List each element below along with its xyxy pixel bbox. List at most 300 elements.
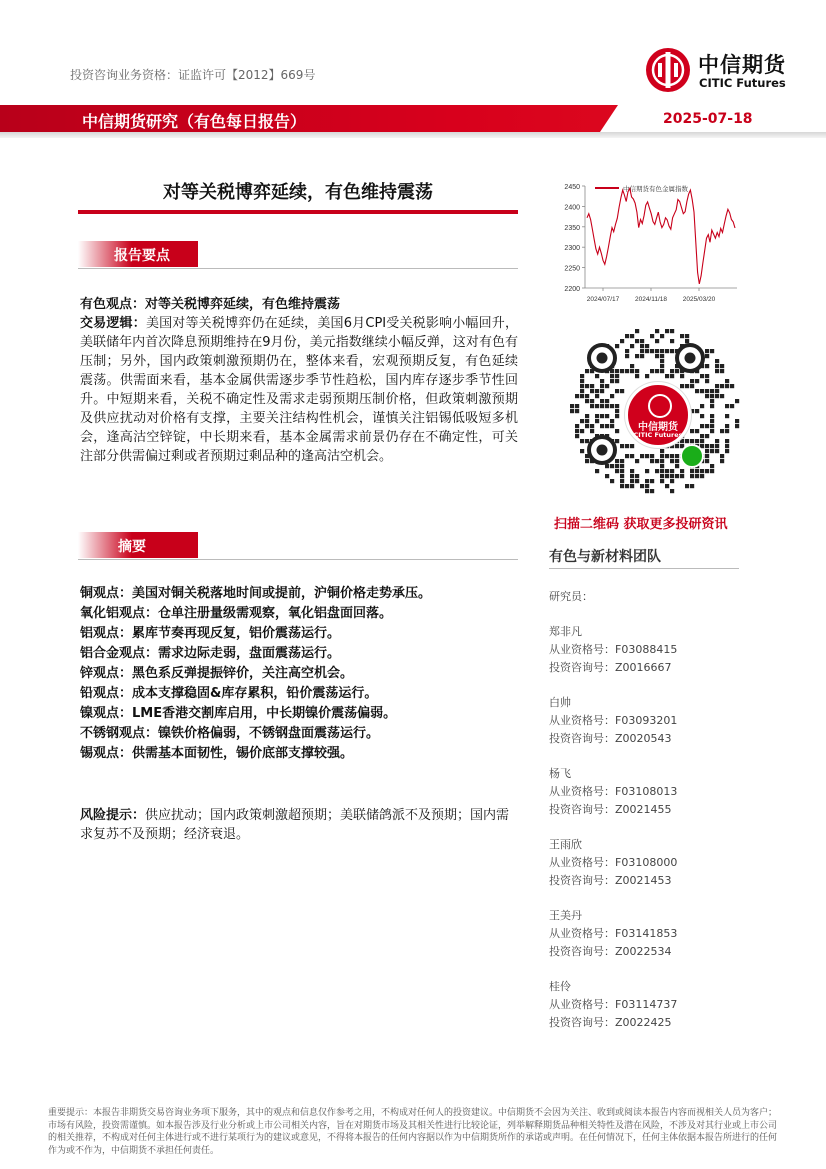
- qr-module: [680, 374, 684, 378]
- qr-module: [605, 384, 609, 388]
- qr-module: [705, 444, 709, 448]
- qr-module: [710, 449, 714, 453]
- logo-cn-text: 中信期货: [698, 53, 786, 77]
- qr-module: [585, 424, 589, 428]
- risk-label: 风险提示：: [80, 808, 146, 823]
- qr-module: [630, 444, 634, 448]
- chart-y-tick-label: 2350: [564, 224, 580, 232]
- qr-module: [610, 419, 614, 423]
- summary-item: 氧化铝观点：仓单注册量级需观察，氧化铝盘面回落。: [80, 606, 393, 621]
- qr-module: [590, 429, 594, 433]
- qr-module: [715, 384, 719, 388]
- qr-module: [660, 349, 664, 353]
- qr-module: [610, 479, 614, 483]
- summary-heading: [78, 532, 198, 558]
- qr-module: [625, 444, 629, 448]
- chart-x-tick-label: 2024/11/18: [634, 296, 668, 303]
- qr-module: [690, 429, 694, 433]
- qr-module: [615, 409, 619, 413]
- qr-module: [640, 484, 644, 488]
- qr-module: [625, 454, 629, 458]
- qr-module: [725, 429, 729, 433]
- qr-module: [690, 384, 694, 388]
- qr-module: [635, 354, 639, 358]
- researcher-license: 从业资格号：F03108000: [549, 856, 678, 869]
- qr-module: [605, 399, 609, 403]
- title-rule: [78, 210, 518, 214]
- researcher-license: 从业资格号：F03093201: [549, 714, 678, 727]
- qr-module: [645, 374, 649, 378]
- logic-text: 美国对等关税博弈仍在延续，美国6月CPI受关税影响小幅回升，美联储年内首次降息预期维持在9月份，美元指数继续小幅反弹，这对有色有压制；另外，国内政策刺激预期仍在，整体来看，宏观预期反复，有色延续震荡。供需面来看，基本金属供需逐步季节性趋松，国内库存逐步季节性回升。中短期来看，关税不确定性及需求走弱预期压制价格，但政策刺激预期及供应扰动对价格有支撑，主要关注结构性机会，谨慎关注铝锡低吸短多机会，逢高沽空锌锭，中长期来看，基本金属需求前景仍存在不确定性，可关注部分供需偏过剩或者预期过剩品种的逢高沽空机会。: [80, 316, 518, 464]
- summary-item: 铅观点：成本支撑稳固&库存累积，铅价震荡运行。: [80, 686, 378, 701]
- qr-module: [605, 404, 609, 408]
- disclaimer-text: 重要提示：本报告非期货交易咨询业务项下服务，其中的观点和信息仅作参考之用，不构成对任何人的投资建议。中信期货不会因为关注、收到或阅读本报告内容而视相关人员为客户；市场有风险，投资需谨慎。如本报告涉及行业分析或上市公司相关内容，旨在对期货市场及其相关性进行比较论证，列举解释期货品种相关特性及潜在风险，不涉及对其行业或上市公司的相关推荐，不构成对任何主体进行或不进行某项行为的建议或意见，不得将本报告的任何内容据以作为中信期货所作的承诺或声明。在任何情况下，任何主体依据本报告所进行的任何作为或不作为，中信期货不承担任何责任。: [48, 1108, 778, 1156]
- qr-module: [665, 474, 669, 478]
- qr-module: [580, 379, 584, 383]
- qr-code[interactable]: [568, 320, 742, 508]
- qr-module: [665, 484, 669, 488]
- qr-center-logo-icon: [648, 394, 672, 418]
- qr-module: [660, 364, 664, 368]
- qr-module: [655, 329, 659, 333]
- summary-item: 铝观点：累库节奏再现反复，铝价震荡运行。: [80, 626, 341, 641]
- team-divider: [549, 568, 739, 569]
- qr-module: [700, 439, 704, 443]
- qr-module: [710, 464, 714, 468]
- qr-module: [715, 364, 719, 368]
- qr-module: [590, 384, 594, 388]
- qr-module: [655, 354, 659, 358]
- qr-module: [595, 394, 599, 398]
- qr-center-en: CITIC Futures: [633, 431, 683, 439]
- qr-module: [600, 384, 604, 388]
- qr-module: [675, 464, 679, 468]
- qr-module: [615, 459, 619, 463]
- qr-module: [600, 379, 604, 383]
- qr-module: [620, 479, 624, 483]
- qr-module: [690, 484, 694, 488]
- qr-module: [615, 464, 619, 468]
- qr-module: [600, 424, 604, 428]
- qr-module: [635, 339, 639, 343]
- risk-text: 供应扰动；国内政策刺激超预期；美联储鸽派不及预期；国内需求复苏不及预期；经济衰退。: [80, 808, 510, 842]
- qr-module: [635, 474, 639, 478]
- qr-module: [680, 474, 684, 478]
- qr-module: [580, 439, 584, 443]
- report-banner: [0, 105, 826, 139]
- qr-module: [670, 374, 674, 378]
- logic-label: 交易逻辑：: [80, 316, 146, 331]
- qr-module: [620, 474, 624, 478]
- researcher-name: 杨飞: [549, 767, 571, 780]
- qr-module: [700, 444, 704, 448]
- qr-module: [615, 414, 619, 418]
- qr-module: [690, 379, 694, 383]
- qr-module: [680, 334, 684, 338]
- qr-module: [610, 424, 614, 428]
- qr-module: [675, 454, 679, 458]
- qr-module: [645, 454, 649, 458]
- key-points-heading: [78, 241, 198, 267]
- qr-module: [725, 414, 729, 418]
- team-name: 有色与新材料团队: [549, 549, 661, 565]
- qr-module: [595, 419, 599, 423]
- qr-module: [725, 424, 729, 428]
- qr-module: [705, 364, 709, 368]
- qr-module: [715, 389, 719, 393]
- qr-module: [700, 374, 704, 378]
- qr-module: [580, 374, 584, 378]
- qr-module: [575, 409, 579, 413]
- qr-finder-dot: [597, 353, 608, 364]
- chart-y-tick-label: 2400: [564, 204, 580, 212]
- qr-module: [590, 404, 594, 408]
- qr-module: [710, 429, 714, 433]
- qr-module: [640, 344, 644, 348]
- qr-module: [735, 424, 739, 428]
- chart-y-tick-label: 2200: [564, 286, 580, 293]
- qr-module: [670, 349, 674, 353]
- qr-module: [620, 444, 624, 448]
- researcher-license: 从业资格号：F03141853: [549, 927, 678, 940]
- qr-center-cn: 中信期货: [638, 422, 678, 433]
- view-text: 对等关税博弈延续，有色维持震荡: [145, 297, 341, 312]
- qr-module: [670, 454, 674, 458]
- chart-svg: [545, 178, 745, 313]
- qr-module: [680, 439, 684, 443]
- qr-module: [680, 384, 684, 388]
- banner-shadow: [0, 132, 826, 138]
- qr-module: [630, 469, 634, 473]
- qr-module: [670, 469, 674, 473]
- researcher-advisory: 投资咨询号：Z0022425: [549, 1016, 672, 1029]
- qr-module: [590, 389, 594, 393]
- qr-module: [695, 379, 699, 383]
- researcher-advisory: 投资咨询号：Z0021455: [549, 803, 672, 816]
- qr-module: [630, 484, 634, 488]
- qr-center-badge: [625, 382, 691, 448]
- qr-module: [705, 469, 709, 473]
- qr-module: [665, 349, 669, 353]
- qr-module: [670, 339, 674, 343]
- qr-module: [600, 399, 604, 403]
- qr-module: [680, 469, 684, 473]
- qr-module: [585, 399, 589, 403]
- summary-item: 不锈钢观点：镍铁价格偏弱，不锈钢盘面震荡运行。: [80, 726, 380, 741]
- qr-module: [620, 459, 624, 463]
- qr-module: [675, 369, 679, 373]
- qr-module: [660, 474, 664, 478]
- logic-paragraph: [80, 314, 518, 466]
- qr-module: [600, 414, 604, 418]
- qr-module: [725, 439, 729, 443]
- qr-module: [660, 459, 664, 463]
- qr-module: [665, 329, 669, 333]
- qr-finder-dot: [685, 353, 696, 364]
- qr-module: [580, 389, 584, 393]
- qr-module: [715, 439, 719, 443]
- qr-module: [650, 479, 654, 483]
- qr-module: [685, 339, 689, 343]
- qr-module: [710, 389, 714, 393]
- qr-module: [585, 394, 589, 398]
- view-line: [80, 295, 518, 314]
- section-divider: [78, 559, 518, 560]
- qr-module: [585, 439, 589, 443]
- qr-module: [575, 424, 579, 428]
- qr-module: [605, 414, 609, 418]
- qr-module: [630, 474, 634, 478]
- qr-module: [660, 359, 664, 363]
- qr-module: [705, 349, 709, 353]
- qr-module: [605, 424, 609, 428]
- researcher-role-label: 研究员：: [549, 590, 593, 603]
- qr-module: [625, 354, 629, 358]
- qr-module: [575, 429, 579, 433]
- qr-module: [710, 404, 714, 408]
- qr-module: [725, 444, 729, 448]
- qr-module: [630, 364, 634, 368]
- report-series-title: 中信期货研究（有色每日报告）: [82, 112, 307, 131]
- qr-module: [580, 419, 584, 423]
- qr-module: [645, 484, 649, 488]
- qr-module: [630, 454, 634, 458]
- qr-module: [570, 409, 574, 413]
- qr-module: [605, 464, 609, 468]
- risk-note: [80, 806, 520, 844]
- qr-module: [615, 389, 619, 393]
- section-divider: [78, 268, 518, 269]
- qr-module: [590, 399, 594, 403]
- qr-module: [655, 369, 659, 373]
- qr-module: [575, 434, 579, 438]
- chart-y-tick-label: 2300: [564, 245, 580, 253]
- qr-module: [715, 444, 719, 448]
- qr-module: [640, 354, 644, 358]
- qr-module: [660, 479, 664, 483]
- qr-module: [710, 349, 714, 353]
- qr-module: [635, 479, 639, 483]
- qr-module: [585, 369, 589, 373]
- view-label: 有色观点：: [80, 297, 146, 312]
- qr-module: [720, 384, 724, 388]
- qr-module: [710, 419, 714, 423]
- qr-module: [580, 429, 584, 433]
- chart-series-line: [587, 188, 735, 284]
- qr-module: [700, 414, 704, 418]
- chart-x-tick-label: 2024/07/17: [586, 296, 620, 303]
- qr-module: [665, 469, 669, 473]
- qr-module: [725, 379, 729, 383]
- qr-module: [700, 434, 704, 438]
- summary-item: 锌观点：黑色系反弹提振锌价，关注高空机会。: [80, 666, 354, 681]
- researcher-list: [549, 588, 677, 1032]
- qr-module: [620, 369, 624, 373]
- qr-module: [610, 379, 614, 383]
- qr-module: [640, 349, 644, 353]
- qr-module: [615, 404, 619, 408]
- qr-module: [720, 429, 724, 433]
- qr-module: [720, 369, 724, 373]
- mini-program-icon: [681, 445, 703, 467]
- qr-module: [705, 449, 709, 453]
- qr-module: [705, 379, 709, 383]
- qr-module: [645, 489, 649, 493]
- qr-module: [725, 404, 729, 408]
- qr-module: [665, 454, 669, 458]
- qr-module: [620, 469, 624, 473]
- citic-logo-icon: [644, 46, 692, 94]
- qr-module: [660, 449, 664, 453]
- qr-module: [650, 369, 654, 373]
- qr-module: [625, 334, 629, 338]
- researcher-name: 王雨欣: [549, 838, 582, 851]
- qr-module: [690, 474, 694, 478]
- qr-module: [685, 439, 689, 443]
- qr-module: [675, 444, 679, 448]
- logo-en-text: CITIC Futures: [699, 76, 786, 90]
- researcher-name: 王美丹: [549, 909, 582, 922]
- qr-module: [660, 464, 664, 468]
- qr-module: [675, 474, 679, 478]
- qr-module: [715, 369, 719, 373]
- chart-legend-label: 中信期货有色金属指数: [623, 186, 688, 193]
- qr-module: [695, 439, 699, 443]
- summary-heading-label: 摘要: [118, 539, 146, 555]
- qr-module: [645, 479, 649, 483]
- report-title: 对等关税博弈延续，有色维持震荡: [163, 182, 433, 203]
- qr-module: [650, 349, 654, 353]
- qr-module: [625, 484, 629, 488]
- chart-x-tick-label: 2025/03/20: [682, 296, 716, 303]
- qr-module: [640, 454, 644, 458]
- qr-module: [700, 424, 704, 428]
- qr-module: [580, 394, 584, 398]
- researcher-name: 白帅: [549, 696, 571, 709]
- qr-module: [660, 369, 664, 373]
- summary-item: 铜观点：美国对铜关税落地时间或提前，沪铜价格走势承压。: [80, 586, 432, 601]
- qr-module: [725, 449, 729, 453]
- qr-module: [670, 474, 674, 478]
- qr-module: [650, 454, 654, 458]
- qr-module: [730, 404, 734, 408]
- qr-module: [630, 369, 634, 373]
- qr-module: [590, 424, 594, 428]
- key-points-heading-label: 报告要点: [114, 248, 170, 264]
- qr-module: [720, 459, 724, 463]
- qr-module: [705, 454, 709, 458]
- qr-module: [670, 459, 674, 463]
- qr-module: [700, 404, 704, 408]
- qr-module: [595, 404, 599, 408]
- qr-module: [615, 439, 619, 443]
- qr-module: [695, 409, 699, 413]
- qr-module: [570, 404, 574, 408]
- qr-module: [635, 329, 639, 333]
- qr-module: [650, 459, 654, 463]
- metal-index-chart: [545, 178, 745, 313]
- qr-module: [625, 349, 629, 353]
- qr-module: [620, 389, 624, 393]
- qr-module: [580, 384, 584, 388]
- qr-module: [640, 339, 644, 343]
- qr-module: [710, 469, 714, 473]
- qr-module: [715, 449, 719, 453]
- qr-module: [705, 434, 709, 438]
- qr-module: [595, 374, 599, 378]
- summary-item: 镍观点：LME香港交割库启用，中长期镍价震荡偏弱。: [80, 706, 397, 721]
- qr-module: [705, 354, 709, 358]
- qr-module: [610, 464, 614, 468]
- qr-module: [630, 479, 634, 483]
- qr-module: [670, 329, 674, 333]
- qr-module: [655, 339, 659, 343]
- chart-y-tick-label: 2250: [564, 265, 580, 273]
- qr-module: [705, 459, 709, 463]
- qr-module: [650, 489, 654, 493]
- qr-module: [700, 469, 704, 473]
- qr-module: [575, 394, 579, 398]
- qr-module: [705, 394, 709, 398]
- qr-module: [620, 464, 624, 468]
- qr-module: [670, 479, 674, 483]
- qr-finder-dot: [597, 445, 608, 456]
- qr-module: [595, 414, 599, 418]
- scan-prompt: 扫描二维码 获取更多投研资讯: [554, 517, 728, 532]
- researcher-name: 桂伶: [549, 980, 571, 993]
- qr-module: [645, 469, 649, 473]
- researcher-license: 从业资格号：F03108013: [549, 785, 678, 798]
- researcher-name: 郑非凡: [549, 625, 582, 638]
- qr-module: [615, 369, 619, 373]
- qr-module: [695, 389, 699, 393]
- qr-module: [660, 334, 664, 338]
- qr-module: [710, 414, 714, 418]
- qr-module: [605, 474, 609, 478]
- researcher-advisory: 投资咨询号：Z0022534: [549, 945, 672, 958]
- qr-module: [695, 429, 699, 433]
- qr-module: [620, 484, 624, 488]
- qr-module: [615, 429, 619, 433]
- qr-module: [665, 374, 669, 378]
- qr-module: [720, 454, 724, 458]
- qr-module: [705, 374, 709, 378]
- qr-module: [585, 384, 589, 388]
- qr-module: [685, 384, 689, 388]
- qr-module: [635, 374, 639, 378]
- qr-module: [660, 454, 664, 458]
- researcher-advisory: 投资咨询号：Z0020543: [549, 732, 672, 745]
- qr-module: [610, 394, 614, 398]
- chart-y-tick-label: 2450: [564, 184, 580, 191]
- qr-module: [700, 389, 704, 393]
- license-text: 投资咨询业务资格：证监许可【2012】669号: [70, 68, 316, 82]
- qr-module: [630, 344, 634, 348]
- qr-module: [735, 419, 739, 423]
- qr-module: [700, 474, 704, 478]
- qr-module: [710, 424, 714, 428]
- qr-module: [690, 439, 694, 443]
- qr-module: [610, 404, 614, 408]
- qr-module: [600, 389, 604, 393]
- qr-module: [705, 424, 709, 428]
- qr-module: [695, 474, 699, 478]
- qr-module: [655, 349, 659, 353]
- qr-module: [725, 384, 729, 388]
- qr-module: [655, 469, 659, 473]
- qr-module: [595, 389, 599, 393]
- qr-module: [670, 369, 674, 373]
